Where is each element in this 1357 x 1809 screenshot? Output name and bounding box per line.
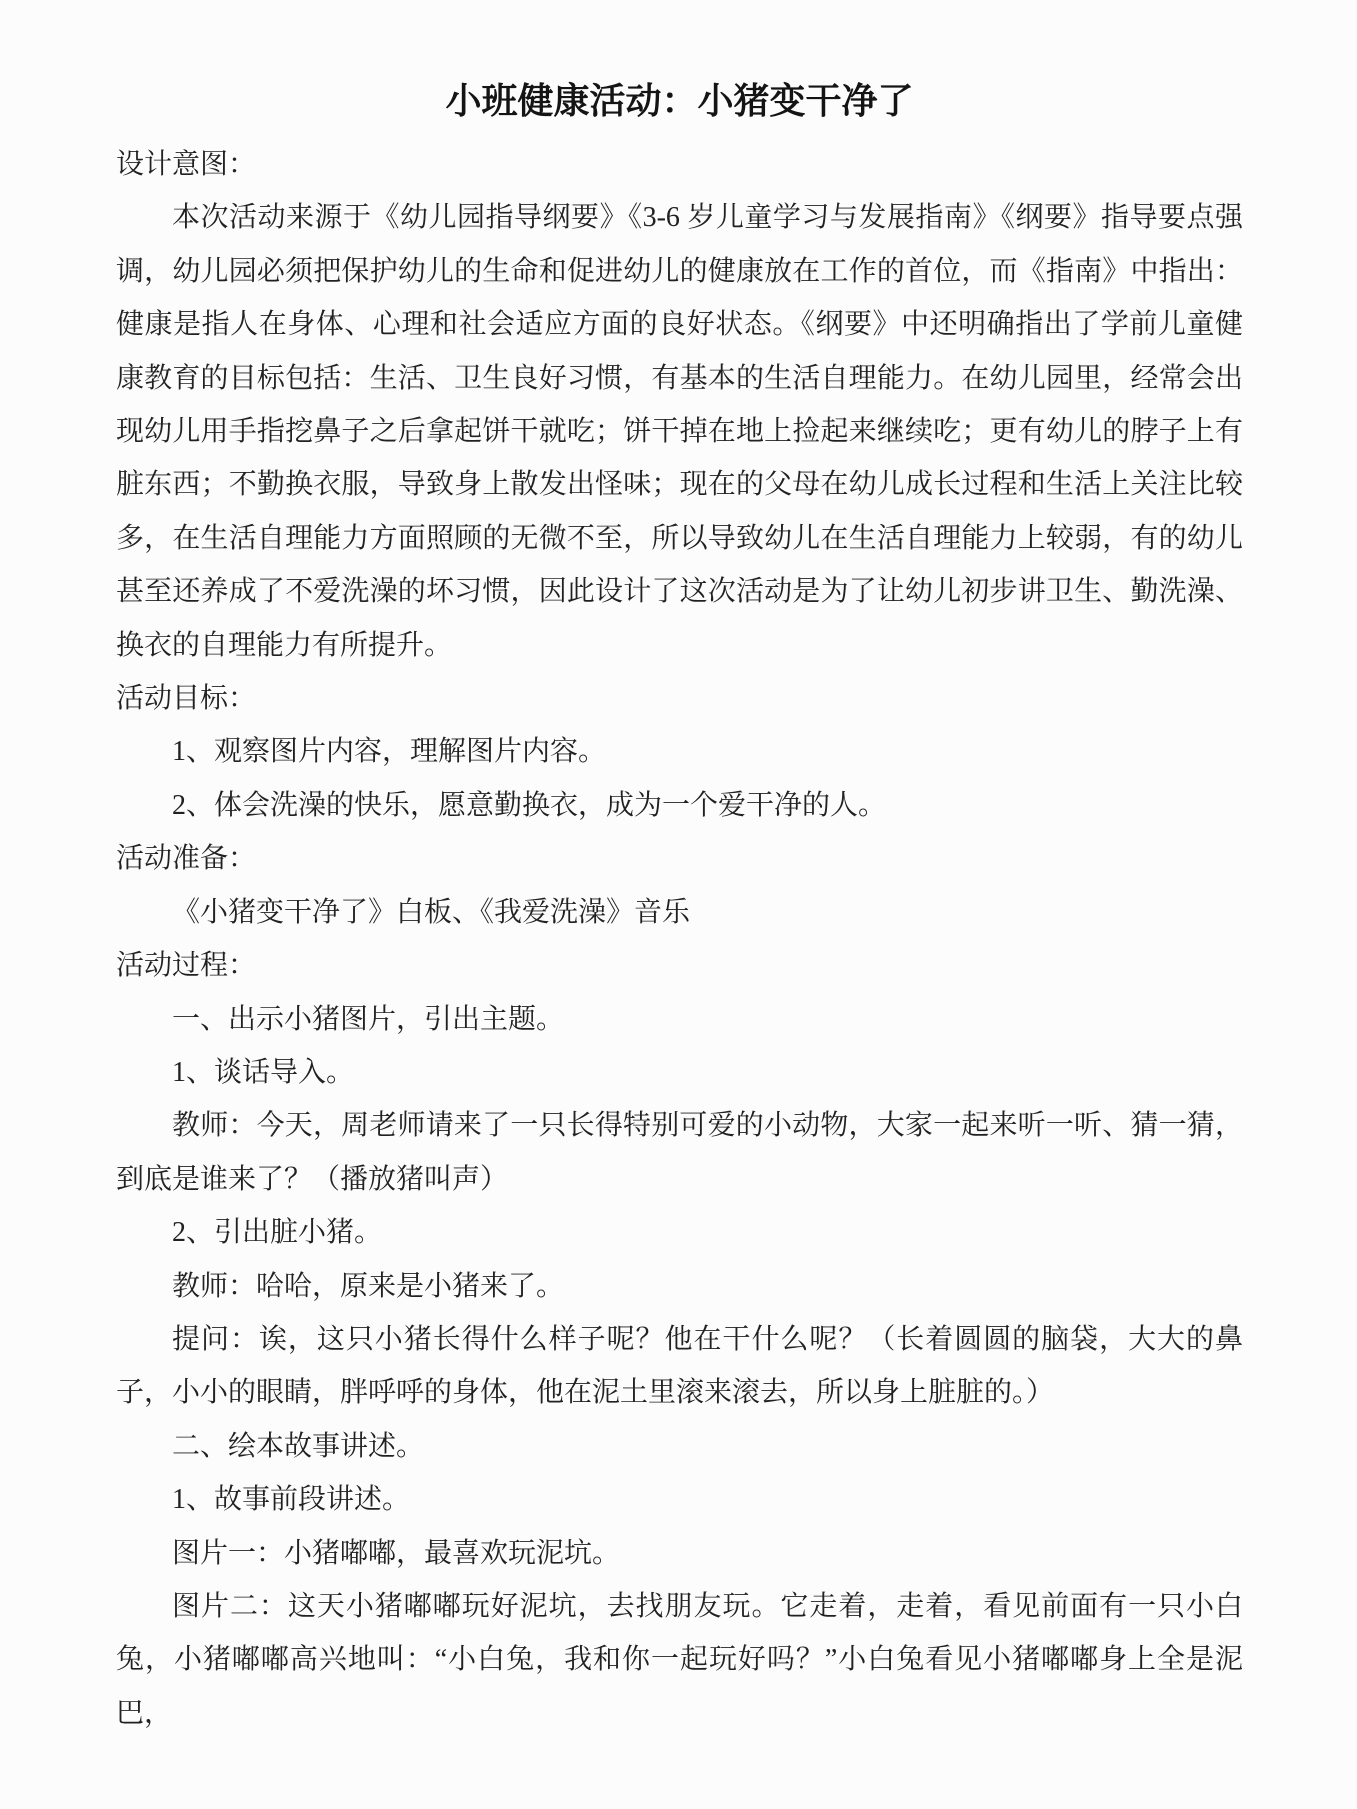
paragraph: 本次活动来源于《幼儿园指导纲要》《3-6 岁儿童学习与发展指南》《纲要》指导要点强调，幼儿园必须把保护幼儿的生命和促进幼儿的健康放在工作的首位，而《指南》中指出：健康是指人在身体、心理和社会适应方面的良好状态。《纲要》中还明确指出了学前儿童健康教育的目标包括：生活、卫生良好习惯，有基本的生活自理能力。在幼儿园里，经常会出现幼儿用手指挖鼻子之后拿起饼干就吃；饼干掉在地上捡起来继续吃；更有幼儿的脖子上有脏东西；不勤换衣服，导致身上散发出怪味；现在的父母在幼儿成长过程和生活上关注比较多，在生活自理能力方面照顾的无微不至，所以导致幼儿在生活自理能力上较弱，有的幼儿甚至还养成了不爱洗澡的坏习惯，因此设计了这次活动是为了让幼儿初步讲卫生、勤洗澡、换衣的自理能力有所提升。 [116, 202, 1243, 661]
section-label: 活动过程： [116, 950, 257, 982]
section-label: 活动准备： [116, 843, 257, 875]
paragraph: 1、故事前段讲述。 [172, 1484, 411, 1516]
document-body [116, 138, 1243, 1740]
paragraph: 二、绘本故事讲述。 [172, 1430, 425, 1462]
section-label: 活动目标： [116, 683, 257, 715]
paragraph: 2、体会洗澡的快乐，愿意勤换衣，成为一个爱干净的人。 [172, 789, 887, 821]
paragraph: 2、引出脏小猪。 [172, 1217, 383, 1249]
paragraph: 1、观察图片内容，理解图片内容。 [172, 736, 607, 768]
paragraph: 《小猪变干净了》白板、《我爱洗澡》音乐 [172, 896, 691, 928]
paragraph: 教师：今天，周老师请来了一只长得特别可爱的小动物，大家一起来听一听、猜一猜，到底是谁来了？（播放猪叫声） [116, 1110, 1243, 1195]
paragraph: 图片二：这天小猪嘟嘟玩好泥坑，去找朋友玩。它走着，走着，看见前面有一只小白兔，小猪嘟嘟高兴地叫：“小白兔，我和你一起玩好吗？”小白兔看见小猪嘟嘟身上全是泥巴， [116, 1590, 1243, 1729]
document-title: 小班健康活动：小猪变干净了 [445, 80, 914, 121]
paragraph: 教师：哈哈，原来是小猪来了。 [172, 1270, 565, 1302]
paragraph: 1、谈话导入。 [172, 1056, 355, 1088]
section-label: 设计意图： [116, 149, 257, 180]
paragraph: 提问：诶，这只小猪长得什么样子呢？他在干什么呢？（长着圆圆的脑袋，大大的鼻子，小小的眼睛，胖呼呼的身体，他在泥土里滚来滚去，所以身上脏脏的。） [116, 1323, 1243, 1409]
paragraph: 一、出示小猪图片，引出主题。 [172, 1003, 565, 1035]
paragraph: 图片一：小猪嘟嘟，最喜欢玩泥坑。 [172, 1537, 621, 1569]
